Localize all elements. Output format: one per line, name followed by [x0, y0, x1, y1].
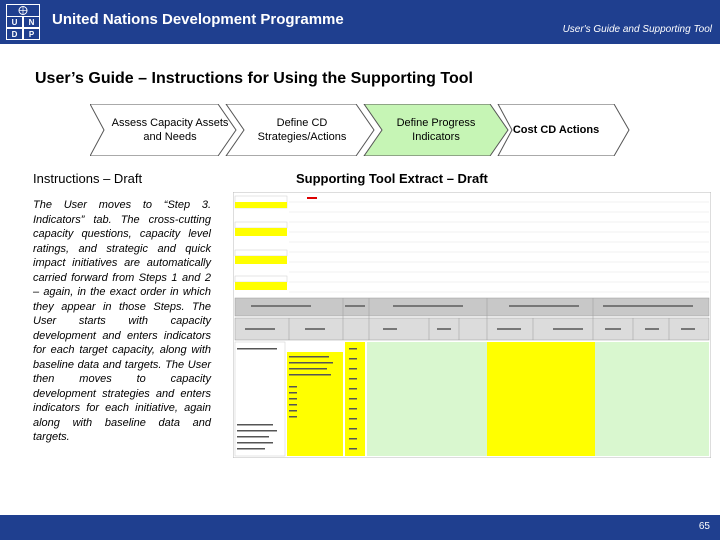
header-subtitle: User's Guide and Supporting Tool — [562, 24, 712, 35]
svg-text:U: U — [11, 18, 18, 27]
extract-heading: Supporting Tool Extract – Draft — [296, 171, 488, 186]
step-1-label: Assess Capacity Assets and Needs — [111, 117, 229, 143]
step-4-label: Cost CD Actions — [512, 124, 600, 136]
page-number: 65 — [698, 521, 710, 532]
instructions-body: The User moves to “Step 3. Indicators” tab. The cross-cutting capacity questions, capacity level ratings, and strategic and quick impact initiatives are automatically carried forward from Steps 1 and 2 – again, in the exact order in which they appear in those Steps. The User starts with capacity development and enters indicators for each target capacity, along with baseline data and targets. The User then moves to capacity development strategies and enters indicators for each initiative, again along with baseline data and targets. — [33, 199, 211, 443]
svg-text:P: P — [28, 30, 35, 39]
svg-text:D: D — [11, 30, 18, 39]
footer-bar — [0, 515, 720, 540]
page-title: User’s Guide – Instructions for Using the Supporting Tool — [35, 70, 473, 87]
step-2-label: Define CD Strategies/Actions — [257, 117, 347, 143]
header-bar — [0, 0, 720, 44]
undp-logo — [6, 4, 40, 40]
spreadsheet-extract — [233, 192, 711, 458]
step-3-label: Define Progress Indicators — [396, 117, 476, 143]
instructions-heading: Instructions – Draft — [33, 171, 143, 186]
svg-text:N: N — [28, 18, 35, 27]
org-name: United Nations Development Programme — [52, 11, 344, 28]
process-steps — [90, 104, 630, 156]
